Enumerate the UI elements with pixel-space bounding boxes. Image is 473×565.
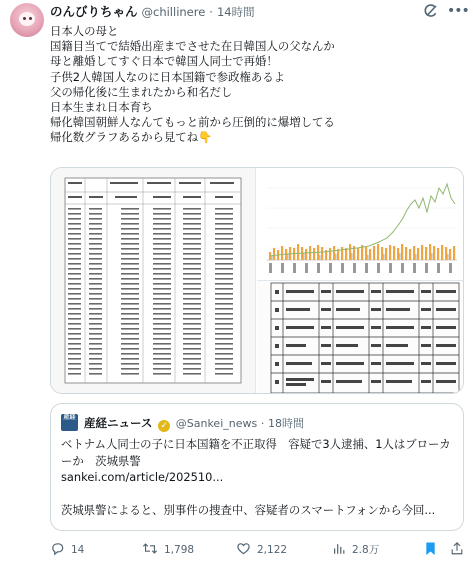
author-handle[interactable]: @chillinere [141,5,206,19]
quote-author-name[interactable]: 産経ニュース [84,416,153,430]
quote-post-time[interactable]: 18時間 [268,417,305,430]
bookmark-button[interactable] [424,540,443,560]
quote-tweet[interactable] [50,403,464,531]
quote-avatar-logo[interactable]: 産経 [61,414,78,431]
quote-link[interactable]: sankei.com/article/202510... [61,470,224,484]
quote-author-line [84,415,304,432]
tweet-text: 日本人の母と 国籍目当てで結婚出産までさせた在日韓国人の父なんか 母と離婚してすぐ日本で韓国人同士で再婚！ 子供2人韓国人なのに日本国籍で参政権あるよ 父の帰化後に生まれたから和名だし 日本生まれ日本育ち 帰化韓国朝鮮人なんてもっと前から圧倒的に爆増してる 帰化数グラフあるから見てね👇 [50,24,335,145]
retweet-icon [142,541,158,556]
reply-button[interactable] [50,540,84,560]
quote-text [61,436,455,519]
separator-dot: · [209,5,213,19]
media-grid[interactable] [50,167,464,394]
author-line [50,4,255,20]
bookmark-icon [424,541,437,556]
quote-author-handle[interactable]: @Sankei_news [175,417,258,430]
action-bar [50,540,470,560]
avatar[interactable] [10,3,44,37]
avatar-eye [23,17,26,20]
quote-headline: ベトナム人同士の子に日本国籍を不正取得 容疑で3人逮捕、1人はブローカーか 茨城県警 [61,437,451,468]
grok-icon[interactable] [423,3,439,19]
media-image-1[interactable] [51,168,256,393]
reply-count: 14 [71,544,85,556]
verified-badge-icon: ✓ [158,420,170,432]
like-button[interactable] [236,540,287,560]
post-time[interactable]: 14時間 [216,5,255,19]
more-icon[interactable]: ••• [447,3,469,19]
quote-body: 茨城県警によると、別事件の捜査中、容疑者のスマートフォンから今回... [61,503,436,517]
author-name[interactable]: のんびりちゃん [50,4,138,19]
media-image-2[interactable] [257,168,463,281]
tweet-header [0,0,473,26]
share-icon [450,541,464,556]
retweet-button[interactable] [142,540,194,560]
like-count: 2,122 [257,544,288,556]
retweet-count: 1,798 [164,544,195,556]
like-icon [236,541,251,556]
views-button[interactable] [332,540,379,560]
avatar-eye [29,17,32,20]
share-button[interactable] [450,540,470,560]
avatar-face [19,12,35,26]
views-icon [332,541,346,556]
views-count: 2.8万 [352,544,380,556]
reply-icon [50,541,65,556]
media-image-3[interactable] [257,281,463,393]
separator-dot: · [260,417,265,430]
